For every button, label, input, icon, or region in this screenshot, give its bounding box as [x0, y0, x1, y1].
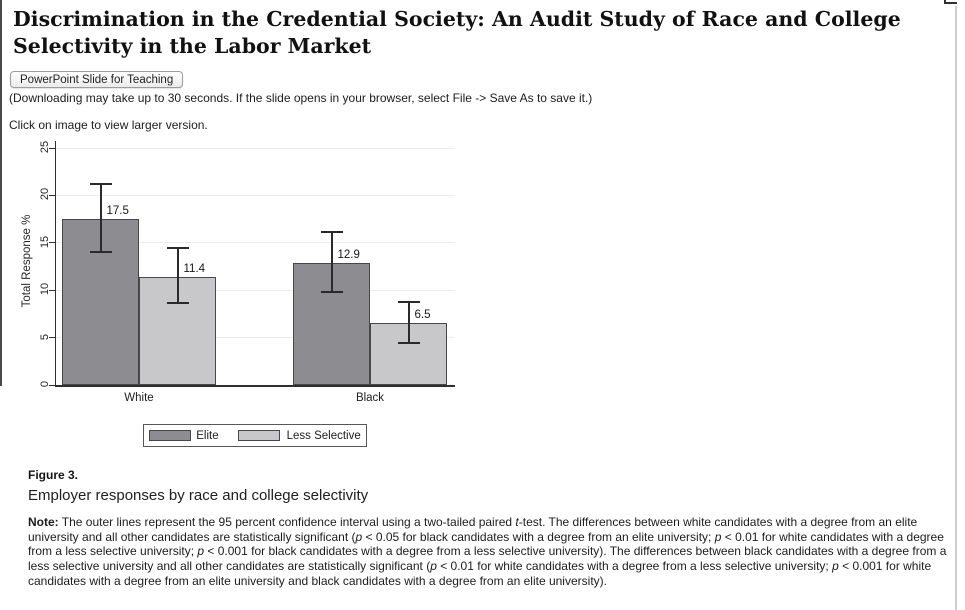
legend-swatch-less-selective	[238, 430, 280, 441]
legend-label-elite: Elite	[196, 429, 219, 442]
legend-swatch-elite	[149, 430, 191, 441]
x-category-label-black: Black	[355, 392, 385, 404]
ci-cap-bottom-black-elite	[321, 291, 343, 293]
figure-note: Note: The outer lines represent the 95 percent confidence interval using a two-tailed paired t-test. The differences between white candidates with a degree from an elite university and all other candidates are statistically significant (p < 0.05 for black candidates with a degree from an elite university; p < 0.01 for white candidates with a degree from a less selective university; p < 0.001 for black candidates with a degree from a less selective university). The differences between black candidates with a degree from a less selective university and all other candidates are statistically significant (p < 0.01 for white candidates with a degree from a less selective university; p < 0.001 for white candidates with a degree from an elite university and black candidates with a degree from an elite university).	[28, 515, 947, 588]
bar-value-white-less-selective: 11.4	[183, 262, 206, 275]
bar-value-black-elite: 12.9	[337, 248, 360, 261]
ci-cap-top-white-less-selective	[167, 247, 189, 249]
download-instructions: (Downloading may take up to 30 seconds. If the slide opens in your browser, select File -> Save As to save it.)	[9, 91, 593, 105]
legend-label-less-selective: Less Selective	[286, 429, 361, 442]
ci-cap-bottom-white-elite	[90, 251, 112, 253]
ci-cap-top-white-elite	[90, 183, 112, 185]
y-tick-label: 25	[39, 140, 51, 154]
ci-whisker-white-elite	[100, 184, 102, 252]
y-tick-label: 0	[39, 380, 51, 388]
ci-cap-top-black-less-selective	[398, 301, 420, 303]
figure-caption: Employer responses by race and college selectivity	[28, 487, 369, 504]
x-axis	[55, 385, 455, 387]
y-tick-label: 20	[39, 188, 51, 201]
figure-image-link[interactable]	[13, 140, 455, 452]
window-corner-fragment	[944, 0, 957, 4]
ci-whisker-white-less-selective	[177, 248, 179, 303]
window-left-border	[0, 0, 2, 386]
gridline	[55, 195, 455, 196]
image-click-hint: Click on image to view larger version.	[9, 118, 208, 132]
y-axis	[55, 141, 56, 385]
y-tick-label: 15	[39, 235, 51, 248]
ci-cap-bottom-black-less-selective	[398, 342, 420, 344]
y-axis-title: Total Response %	[21, 214, 33, 308]
page-title: Discrimination in the Credential Society: An Audit Study of Race and College Selectivity in the Labor Market	[13, 7, 901, 58]
y-tick-label: 10	[39, 283, 51, 296]
bar-value-black-less-selective: 6.5	[414, 309, 431, 322]
figure-label: Figure 3.	[28, 468, 79, 482]
ci-cap-top-black-elite	[321, 231, 343, 233]
ci-whisker-black-less-selective	[408, 302, 410, 344]
legend	[143, 424, 367, 447]
ci-whisker-black-elite	[331, 232, 333, 292]
powerpoint-download-button[interactable]: PowerPoint Slide for Teaching	[10, 71, 183, 88]
note-prefix: Note:	[28, 515, 59, 529]
scrollbar-track[interactable]	[955, 6, 957, 610]
x-category-label-white: White	[124, 392, 154, 404]
ci-cap-bottom-white-less-selective	[167, 302, 189, 304]
bar-value-white-elite: 17.5	[106, 205, 129, 218]
y-tick-label: 5	[39, 333, 51, 340]
gridline	[55, 148, 455, 149]
